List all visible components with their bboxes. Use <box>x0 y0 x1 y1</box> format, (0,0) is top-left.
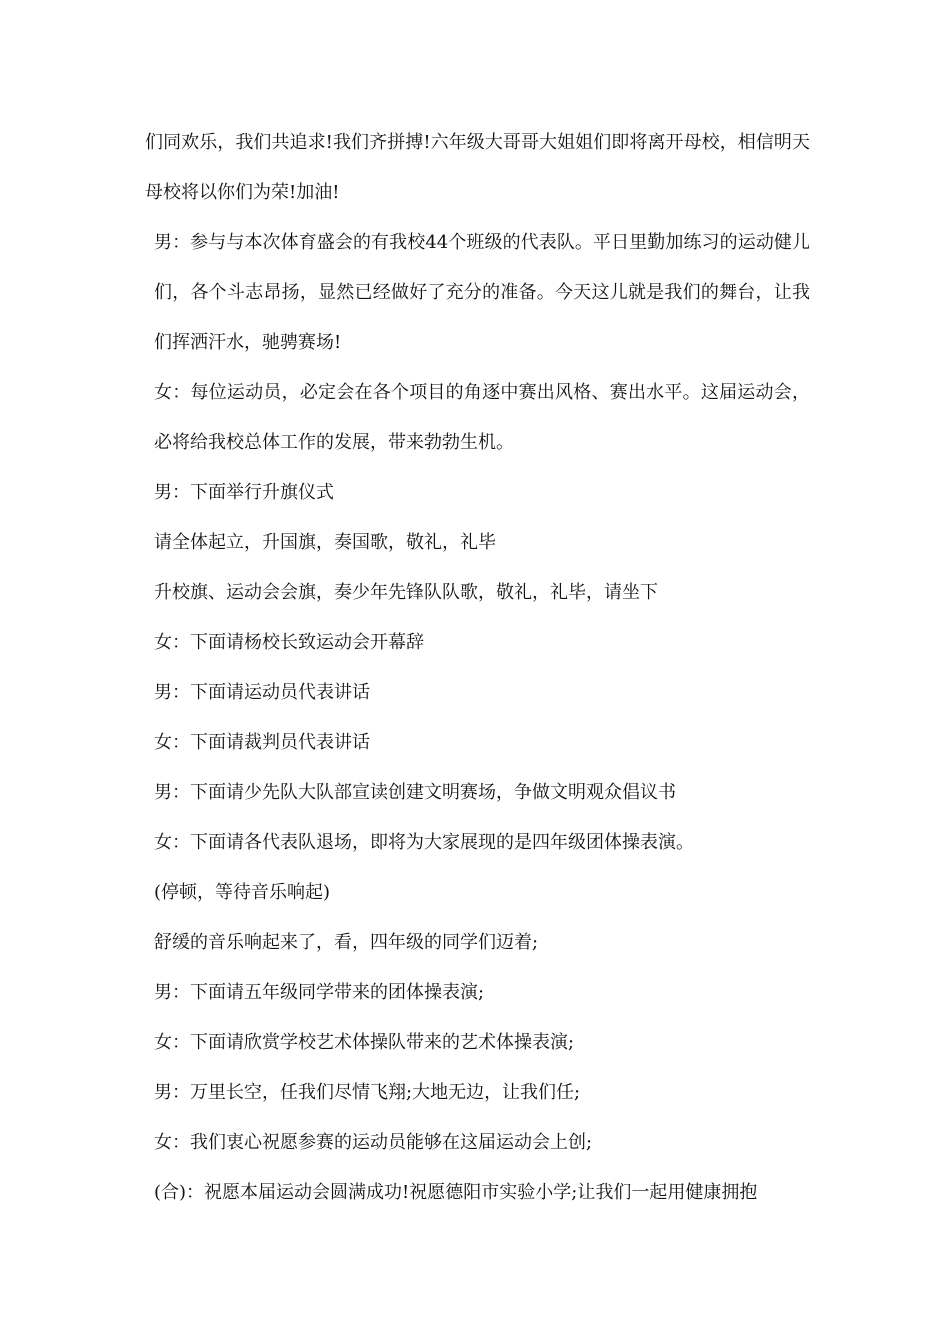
paragraph-13: 舒缓的音乐响起来了，看，四年级的同学们迈着; <box>154 932 539 953</box>
paragraph-4: 男：下面举行升旗仪式 <box>154 482 334 503</box>
paragraph-9: 女：下面请裁判员代表讲话 <box>154 732 370 753</box>
paragraph-12: (停顿，等待音乐响起) <box>154 882 331 903</box>
paragraph-5: 请全体起立，升国旗，奏国歌，敬礼，礼毕 <box>154 532 496 553</box>
paragraph-3: 女：每位运动员，必定会在各个项目的角逐中赛出风格、赛出水平。这届运动会，必将给我校总体工作的发展，带来勃勃生机。 <box>154 382 810 453</box>
paragraph-14: 男：下面请五年级同学带来的团体操表演; <box>154 982 485 1003</box>
paragraph-2: 男：参与与本次体育盛会的有我校44个班级的代表队。平日里勤加练习的运动健儿们，各个斗志昂扬，显然已经做好了充分的准备。今天这儿就是我们的舞台，让我们挥洒汗水，驰骋赛场! <box>154 232 810 353</box>
paragraph-15: 女：下面请欣赏学校艺术体操队带来的艺术体操表演; <box>154 1032 575 1053</box>
paragraph-18: (合)：祝愿本届运动会圆满成功!祝愿德阳市实验小学;让我们一起用健康拥抱 <box>154 1182 758 1203</box>
paragraph-11: 女：下面请各代表队退场，即将为大家展现的是四年级团体操表演。 <box>154 832 694 853</box>
paragraph-17: 女：我们衷心祝愿参赛的运动员能够在这届运动会上创; <box>154 1132 593 1153</box>
paragraph-1: 们同欢乐，我们共追求!我们齐拼搏!六年级大哥哥大姐姐们即将离开母校，相信明天母校将以你们为荣!加油! <box>145 132 810 203</box>
document-body <box>145 118 810 1218</box>
paragraph-6: 升校旗、运动会会旗，奏少年先锋队队歌，敬礼，礼毕，请坐下 <box>154 582 658 603</box>
paragraph-8: 男：下面请运动员代表讲话 <box>154 682 370 703</box>
paragraph-16: 男：万里长空，任我们尽情飞翔;大地无边，让我们任; <box>154 1082 581 1103</box>
paragraph-7: 女：下面请杨校长致运动会开幕辞 <box>154 632 424 653</box>
paragraph-10: 男：下面请少先队大队部宣读创建文明赛场，争做文明观众倡议书 <box>154 782 676 803</box>
